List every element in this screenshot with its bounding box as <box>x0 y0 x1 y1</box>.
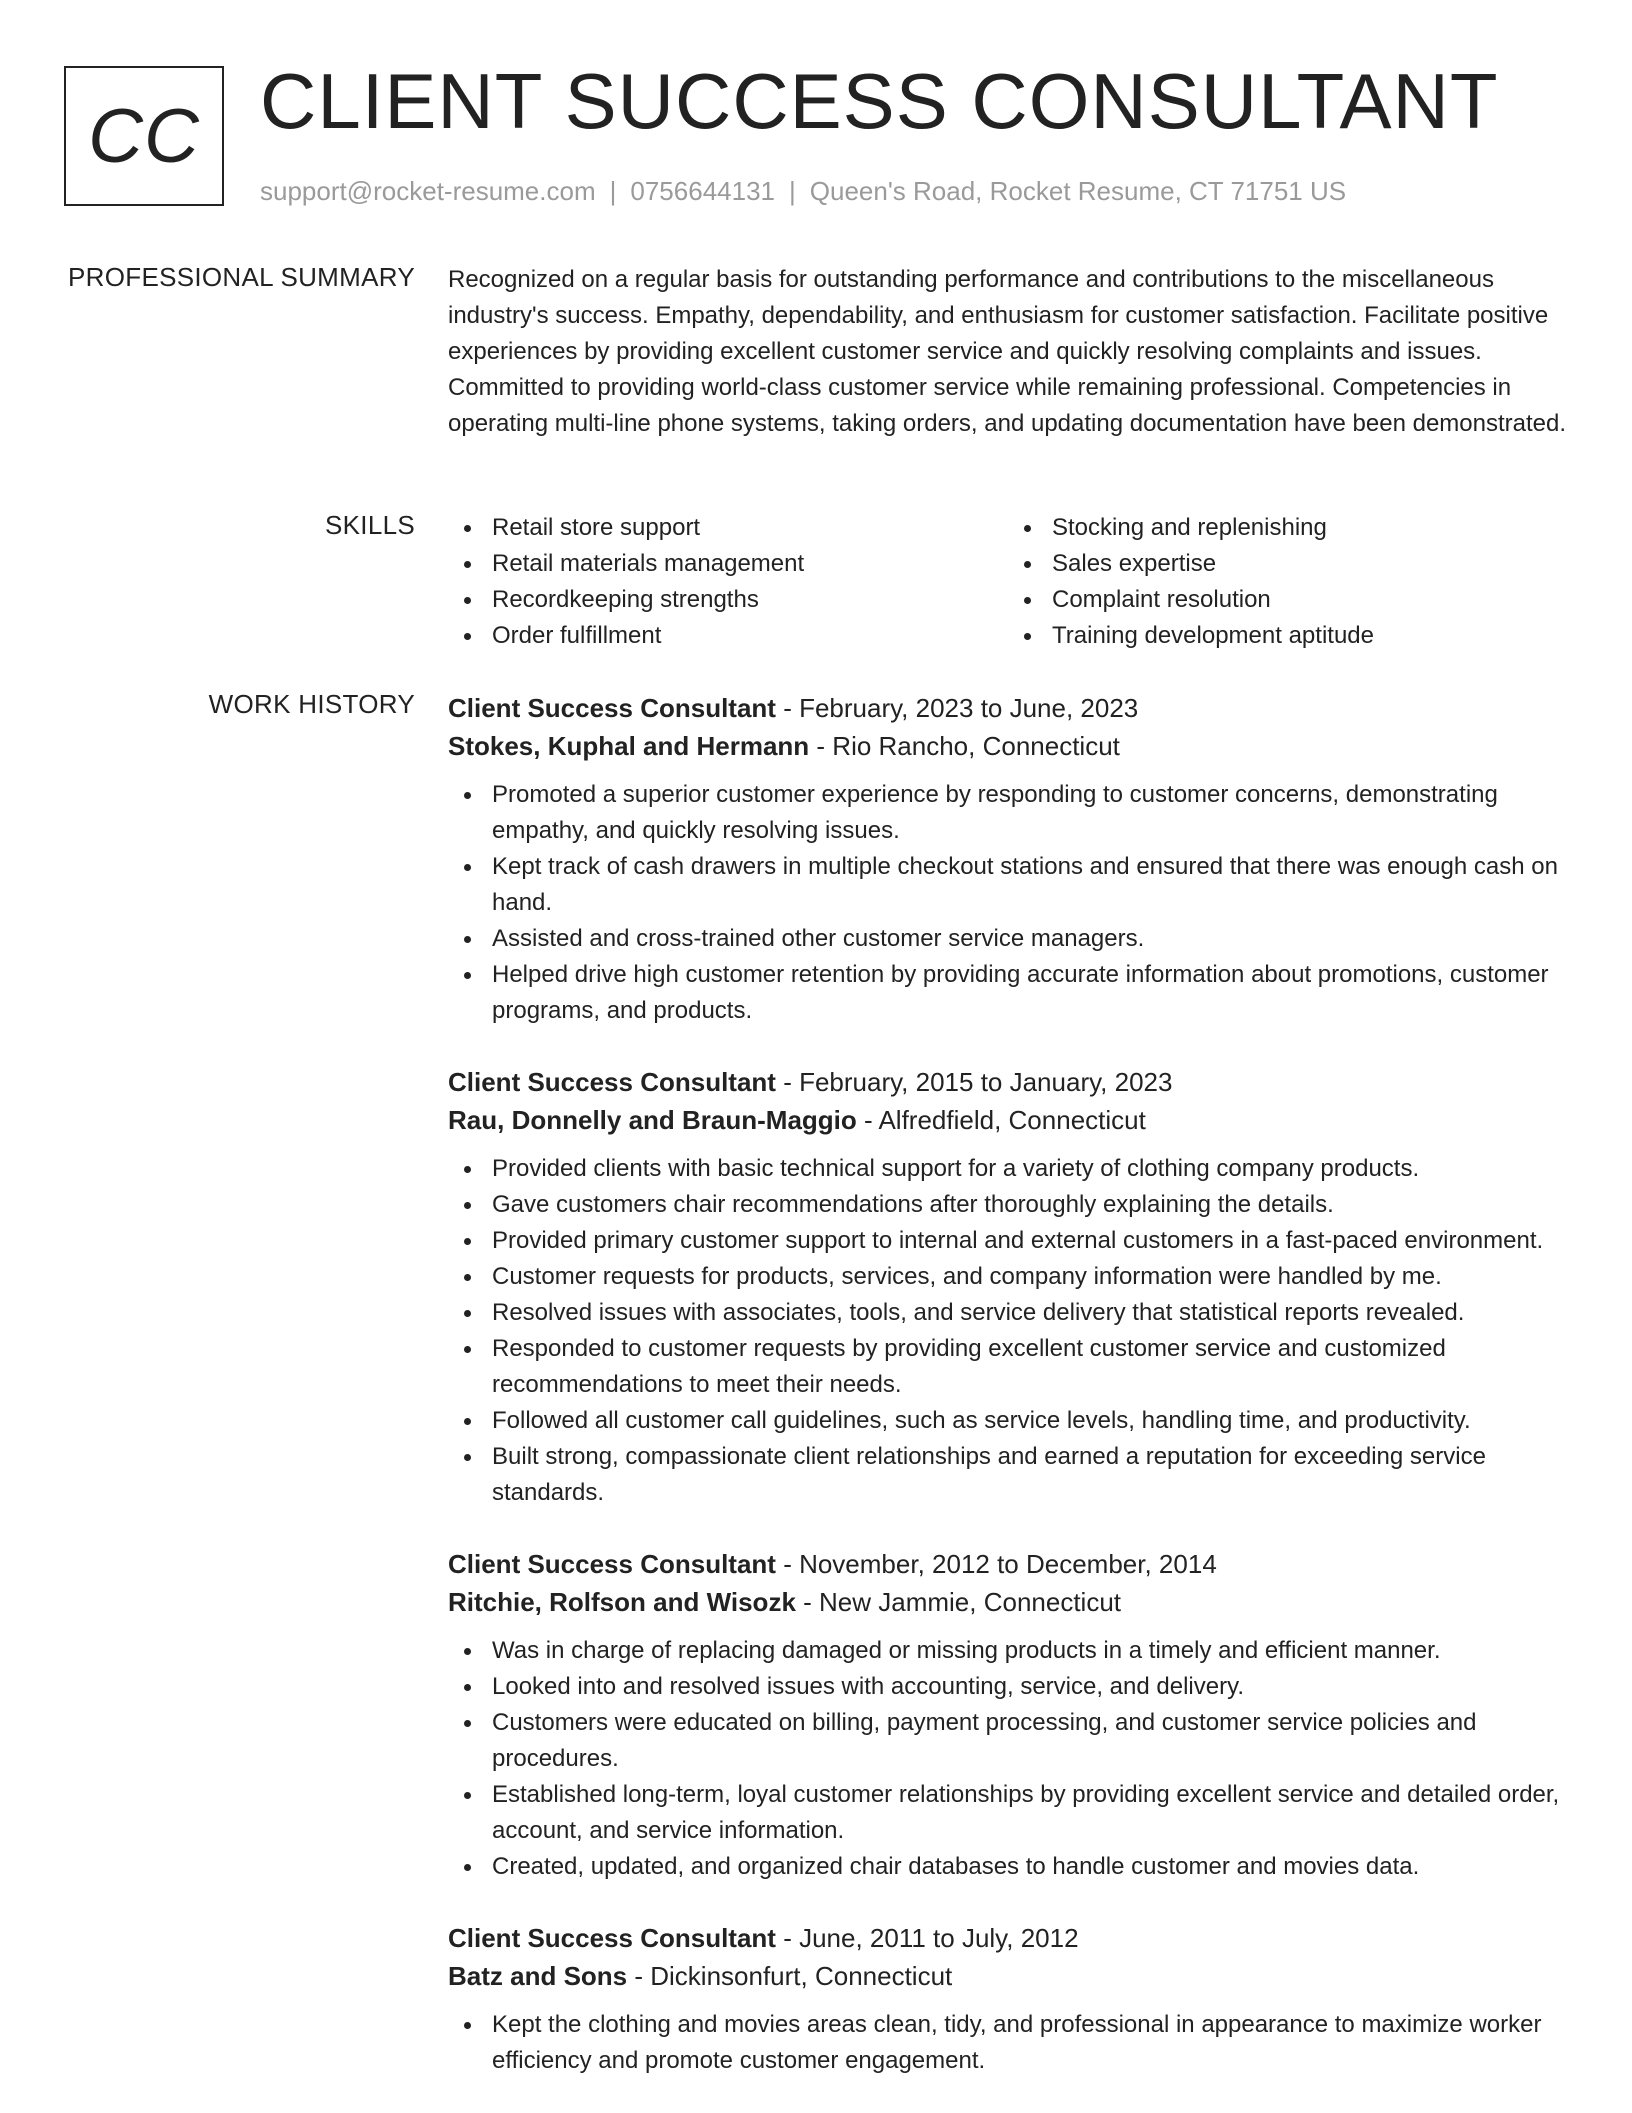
job-entry <box>448 689 1568 1029</box>
job-bullet: Followed all customer call guidelines, such as service levels, handling time, and productivity. <box>492 1403 1568 1439</box>
job-company-line <box>448 727 1568 765</box>
job-title-line <box>448 1919 1568 1957</box>
job-title: Client Success Consultant <box>448 1549 776 1579</box>
job-dates: - February, 2015 to January, 2023 <box>775 1067 1173 1097</box>
job-title-line <box>448 689 1568 727</box>
contact-address: Queen's Road, Rocket Resume, CT 71751 US <box>809 176 1347 206</box>
job-bullet: Kept the clothing and movies areas clean, tidy, and professional in appearance to maximize worker efficiency and promote customer engagement. <box>492 2007 1568 2079</box>
job-bullet: Built strong, compassionate client relationships and earned a reputation for exceeding service standards. <box>492 1439 1568 1511</box>
job-location: - Alfredfield, Connecticut <box>856 1105 1146 1135</box>
job-bullet: Provided clients with basic technical support for a variety of clothing company products. <box>492 1151 1568 1187</box>
monogram-initials: CC <box>88 93 200 179</box>
job-bullet: Helped drive high customer retention by providing accurate information about promotions, customer programs, and products. <box>492 957 1568 1029</box>
work-history-heading: WORK HISTORY <box>208 689 415 719</box>
job-bullets <box>448 1151 1568 1511</box>
job-location: - Rio Rancho, Connecticut <box>809 731 1120 761</box>
skills-column-left <box>448 510 1008 654</box>
job-bullets <box>448 2007 1568 2079</box>
skill-item: Stocking and replenishing <box>1052 510 1568 546</box>
skills-grid <box>448 510 1568 654</box>
skills-column-right <box>1008 510 1568 654</box>
job-bullet: Customers were educated on billing, payment processing, and customer service policies and procedures. <box>492 1705 1568 1777</box>
job-bullet: Promoted a superior customer experience by responding to customer concerns, demonstrating empathy, and quickly resolving issues. <box>492 777 1568 849</box>
contact-line <box>260 176 1346 207</box>
job-title: Client Success Consultant <box>448 1067 776 1097</box>
job-bullet: Created, updated, and organized chair databases to handle customer and movies data. <box>492 1849 1568 1885</box>
skill-item: Complaint resolution <box>1052 582 1568 618</box>
job-bullet: Assisted and cross-trained other customer service managers. <box>492 921 1568 957</box>
skill-item: Order fulfillment <box>492 618 1008 654</box>
skill-item: Training development aptitude <box>1052 618 1568 654</box>
job-bullet: Kept track of cash drawers in multiple checkout stations and ensured that there was enough cash on hand. <box>492 849 1568 921</box>
job-entry <box>448 1063 1568 1511</box>
job-company-line <box>448 1583 1568 1621</box>
resume-title: CLIENT SUCCESS CONSULTANT <box>260 57 1499 145</box>
job-location: - New Jammie, Connecticut <box>795 1587 1122 1617</box>
job-company: Ritchie, Rolfson and Wisozk <box>448 1587 796 1617</box>
job-title: Client Success Consultant <box>448 1923 776 1953</box>
job-title-line <box>448 1063 1568 1101</box>
summary-heading: PROFESSIONAL SUMMARY <box>68 262 415 292</box>
job-dates: - February, 2023 to June, 2023 <box>775 693 1139 723</box>
job-company: Rau, Donnelly and Braun-Maggio <box>448 1105 857 1135</box>
summary-text: Recognized on a regular basis for outstanding performance and contributions to the miscellaneous industry's success. Empathy, dependability, and enthusiasm for customer satisfaction. Facilitate positive experiences by providing excellent customer service and quickly resolving complaints and issues. Committed to providing world-class customer service while remaining professional. Competencies in operating multi-line phone systems, taking orders, and updating documentation have been demonstrated. <box>448 266 1567 437</box>
skill-item: Retail store support <box>492 510 1008 546</box>
contact-separator: | <box>789 176 796 206</box>
job-bullets <box>448 777 1568 1029</box>
job-entry <box>448 1919 1568 2079</box>
job-company-line <box>448 1101 1568 1139</box>
job-dates: - November, 2012 to December, 2014 <box>775 1549 1217 1579</box>
job-entry <box>448 1545 1568 1885</box>
job-location: - Dickinsonfurt, Connecticut <box>627 1961 953 1991</box>
job-bullets <box>448 1633 1568 1885</box>
contact-phone: 0756644131 <box>630 176 775 206</box>
skill-item: Retail materials management <box>492 546 1008 582</box>
job-bullet: Established long-term, loyal customer relationships by providing excellent service and detailed order, account, and service information. <box>492 1777 1568 1849</box>
job-bullet: Was in charge of replacing damaged or missing products in a timely and efficient manner. <box>492 1633 1568 1669</box>
contact-email: support@rocket-resume.com <box>260 176 596 206</box>
job-bullet: Resolved issues with associates, tools, and service delivery that statistical reports revealed. <box>492 1295 1568 1331</box>
job-bullet: Responded to customer requests by providing excellent customer service and customized recommendations to meet their needs. <box>492 1331 1568 1403</box>
skills-heading: SKILLS <box>325 510 415 540</box>
job-company: Batz and Sons <box>448 1961 628 1991</box>
job-dates: - June, 2011 to July, 2012 <box>775 1923 1079 1953</box>
job-title: Client Success Consultant <box>448 693 776 723</box>
skill-item: Sales expertise <box>1052 546 1568 582</box>
contact-separator: | <box>609 176 617 206</box>
job-title-line <box>448 1545 1568 1583</box>
job-company: Stokes, Kuphal and Hermann <box>448 731 810 761</box>
job-bullet: Customer requests for products, services, and company information were handled by me. <box>492 1259 1568 1295</box>
skill-item: Recordkeeping strengths <box>492 582 1008 618</box>
job-company-line <box>448 1957 1568 1995</box>
monogram-badge <box>64 66 224 206</box>
job-bullet: Provided primary customer support to internal and external customers in a fast-paced environment. <box>492 1223 1568 1259</box>
job-bullet: Looked into and resolved issues with accounting, service, and delivery. <box>492 1669 1568 1705</box>
job-bullet: Gave customers chair recommendations after thoroughly explaining the details. <box>492 1187 1568 1223</box>
